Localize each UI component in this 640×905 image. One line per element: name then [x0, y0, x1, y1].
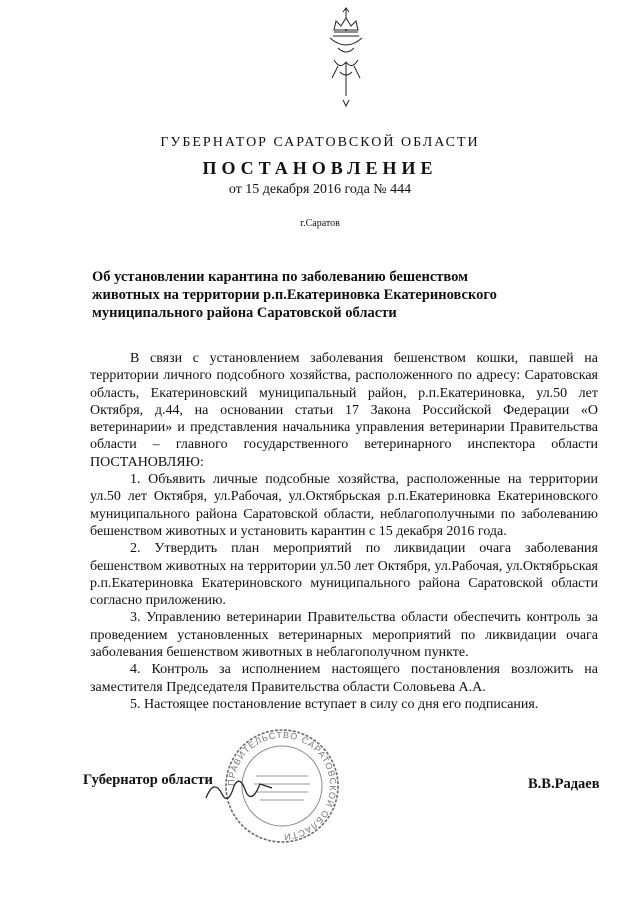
city-label: г.Саратов [300, 218, 340, 229]
clause-1-paragraph: 1. Объявить личные подсобные хозяйства, расположенные на территории ул.50 лет Октября, ул.Рабочая, ул.Октябрьская р.п.Екатериновка Екатериновского муниципального района Саратовской области, неблагополучными по заболеванию бешенством животных и установить карантин с 15 декабря 2016 года. [90, 472, 598, 539]
signatory-title: Губернатор области [83, 772, 213, 788]
document-subject [92, 268, 512, 322]
clause-3-paragraph: 3. Управлению ветеринарии Правительства области обеспечить контроль за проведением установленных ветеринарных мероприятий по ликвидации очага заболевания бешенством животных в неблагополучном пункте. [90, 610, 598, 661]
subject-line: муниципального района Саратовской области [92, 305, 397, 321]
document-date-number: от 15 декабря 2016 года № 444 [228, 182, 412, 197]
signatory-name: В.В.Радаев [528, 776, 600, 792]
preamble-paragraph: В связи с установлением заболевания бешенством кошки, павшей на территории личного подсобного хозяйства, расположенного по адресу: Саратовская область, Екатериновский муниципальный район, р.п.Екатериновка, ул.50 лет Октября, д.44, на основании статьи 17 Закона Российской Федерации «О ветеринарии» и представления начальника управления ветеринарии Правительства области – главного государственного ветеринарного инспектора области ПОСТАНОВЛЯЮ: [90, 351, 598, 470]
clause-2-paragraph: 2. Утвердить план мероприятий по ликвидации очага заболевания бешенством животных на территории ул.50 лет Октября, ул.Рабочая, ул.Октябрьская р.п.Екатериновка Екатериновского муниципального района Саратовской области согласно приложению. [90, 541, 598, 609]
subject-line: животных на территории р.п.Екатериновка Екатериновского [92, 287, 497, 303]
clause-5-paragraph: 5. Настоящее постановление вступает в силу со дня его подписания. [130, 696, 539, 712]
document-type-heading: ПОСТАНОВЛЕНИЕ [202, 158, 438, 178]
handwritten-signature [200, 770, 280, 810]
subject-line: Об установлении карантина по заболеванию бешенством [92, 269, 469, 285]
seal-text: ПРАВИТЕЛЬСТВО САРАТОВСКОЙ ОБЛАСТИ [225, 729, 339, 843]
document-body [90, 350, 598, 713]
issuer-title: ГУБЕРНАТОР САРАТОВСКОЙ ОБЛАСТИ [160, 135, 480, 150]
clause-4-paragraph: 4. Контроль за исполнением настоящего постановления возложить на заместителя Председателя Правительства области Соловьева А.А. [90, 662, 598, 695]
coat-of-arms-emblem [316, 4, 376, 114]
